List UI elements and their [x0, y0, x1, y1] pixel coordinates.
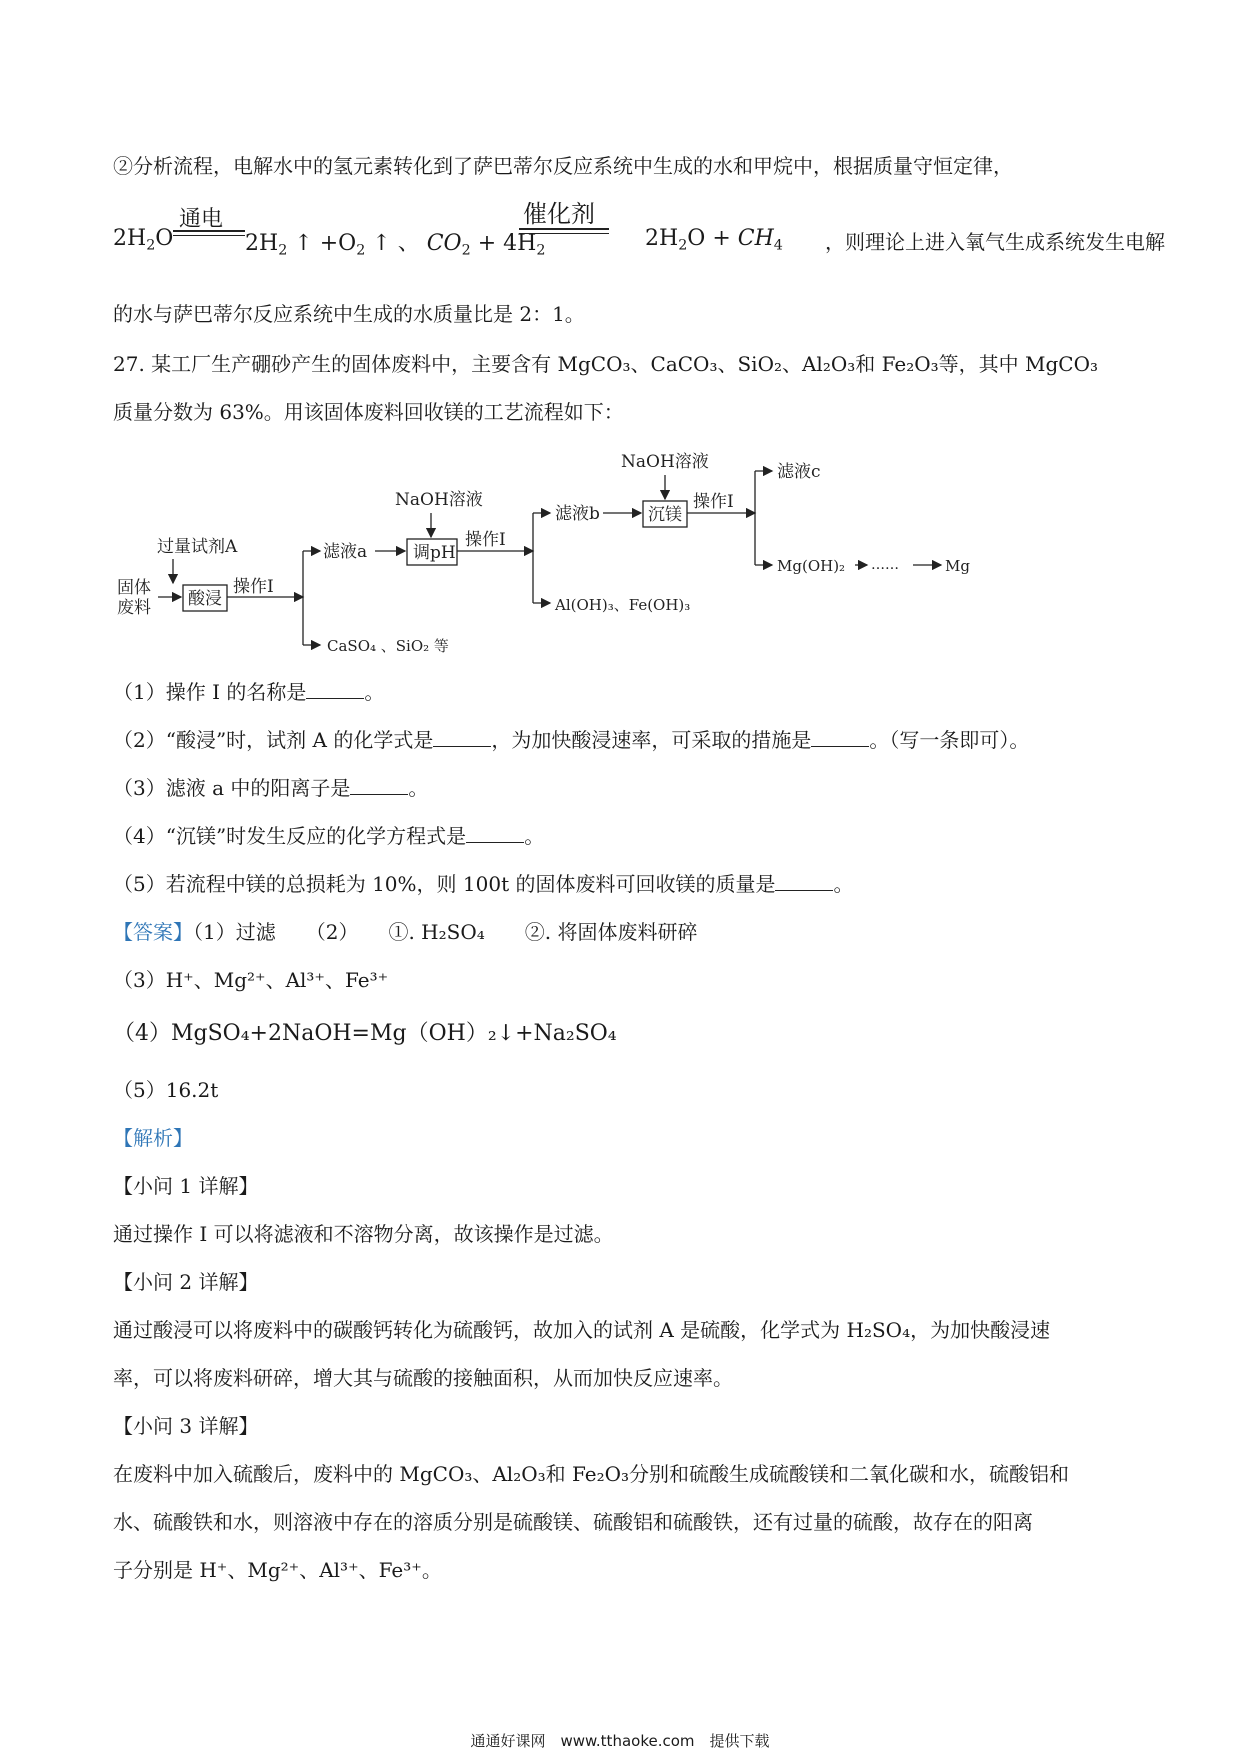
eq-products-1: $2H_2$ ↑ $+O_2$ ↑ 、 $CO_2 + 4H_2$ — [245, 231, 546, 259]
answer-3: （3）H⁺、Mg²⁺、Al³⁺、Fe³⁺ — [113, 968, 389, 992]
eq-over-catalyst: 催化剂 — [523, 200, 595, 228]
label-naoh-2: NaOH溶液 — [621, 452, 709, 472]
subq-5-text: （5）若流程中镁的总损耗为 10%，则 100t 的固体废料可回收镁的质量是 — [113, 872, 776, 896]
analysis-heading-2: 【小问 2 详解】 — [113, 1270, 259, 1294]
intro-line-1: ②分析流程，电解水中的氢元素转化到了萨巴蒂尔反应系统中生成的水和甲烷中，根据质量守恒定律， — [113, 154, 1013, 178]
label-caso4-sio2: CaSO₄ 、SiO₂ 等 — [327, 637, 449, 655]
eq-bar — [519, 233, 609, 234]
answer-5: （5）16.2t — [113, 1078, 219, 1102]
analysis-para-3b: 水、硫酸铁和水，则溶液中存在的溶质分别是硫酸镁、硫酸铝和硫酸铁，还有过量的硫酸，故存在的阳离 — [113, 1510, 1033, 1534]
answer-1-2: （1）过滤 （2） ①. H₂SO₄ ②. 将固体废料研碎 — [193, 920, 698, 944]
label-al-fe-hydroxide: Al(OH)₃、Fe(OH)₃ — [555, 596, 691, 614]
label-mg: Mg — [945, 557, 970, 575]
subq-5 — [113, 870, 853, 898]
answer-blank[interactable] — [466, 826, 524, 843]
label-precip-mg: 沉镁 — [648, 505, 682, 525]
analysis-para-3c: 子分别是 H⁺、Mg²⁺、Al³⁺、Fe³⁺。 — [113, 1558, 442, 1582]
subq-3-text: （3）滤液 a 中的阳离子是 — [113, 776, 351, 800]
subq-4 — [113, 822, 544, 850]
question-number: 27. — [113, 352, 145, 376]
analysis-para-2b: 率，可以将废料研碎，增大其与硫酸的接触面积，从而加快反应速率。 — [113, 1366, 733, 1390]
eq-electrolysis: $2H_2O$ — [113, 226, 174, 254]
eq-bar — [173, 230, 245, 232]
period: 。 — [524, 824, 545, 848]
question-stem-1 — [113, 350, 1098, 378]
label-filtrate-a: 滤液a — [323, 542, 368, 562]
intro-line-3: 的水与萨巴蒂尔反应系统中生成的水质量比是 2：1。 — [113, 302, 585, 326]
eq-products-2: $2H_2O + CH_4$ — [645, 226, 783, 254]
label-operation-1: 操作I — [233, 577, 274, 597]
answer-blank[interactable] — [811, 730, 869, 747]
label-dots: …… — [871, 557, 899, 573]
label-operation-2: 操作I — [465, 530, 506, 550]
answer-blank[interactable] — [350, 778, 408, 795]
label-solid-waste-2: 废料 — [117, 598, 151, 618]
subq-4-text: （4）“沉镁”时发生反应的化学方程式是 — [113, 824, 467, 848]
eq-tail: ，则理论上进入氧气生成系统发生电解 — [825, 230, 1165, 254]
question-stem-text: 某工厂生产硼砂产生的固体废料中，主要含有 MgCO₃、CaCO₃、SiO₂、Al₂O₃和 Fe₂O₃等，其中 MgCO₃ — [151, 352, 1099, 376]
equation-line — [113, 200, 1165, 259]
period: 。 — [408, 776, 429, 800]
answer-blank[interactable] — [433, 730, 491, 747]
label-solid-waste-1: 固体 — [117, 578, 151, 598]
analysis-para-3a: 在废料中加入硫酸后，废料中的 MgCO₃、Al₂O₃和 Fe₂O₃分别和硫酸生成硫酸镁和二氧化碳和水，硫酸铝和 — [113, 1462, 1070, 1486]
label-acid-leach: 酸浸 — [188, 589, 222, 609]
subq-1 — [113, 678, 384, 706]
label-mg-hydroxide: Mg(OH)₂ — [777, 557, 846, 575]
process-flow-diagram — [113, 445, 993, 660]
label-operation-3: 操作I — [693, 492, 734, 512]
answer-4: （4）MgSO₄+2NaOH=Mg（OH）₂↓+Na₂SO₄ — [113, 1021, 617, 1046]
eq-over-electric: 通电 — [179, 207, 224, 232]
analysis-heading-3: 【小问 3 详解】 — [113, 1414, 259, 1438]
answer-tag: 【答案】 — [113, 920, 193, 944]
analysis-para-2a: 通过酸浸可以将废料中的碳酸钙转化为硫酸钙，故加入的试剂 A 是硫酸，化学式为 H₂SO₄，为加快酸浸速 — [113, 1318, 1051, 1342]
period: 。 — [364, 680, 385, 704]
label-naoh-1: NaOH溶液 — [395, 490, 483, 510]
answer-blank[interactable] — [306, 682, 364, 699]
label-adjust-ph: 调pH — [413, 543, 456, 563]
subq-2-text-c: 。（写一条即可）。 — [869, 728, 1030, 752]
analysis-tag: 【解析】 — [113, 1126, 193, 1150]
eq-bar — [173, 235, 245, 236]
subq-3 — [113, 774, 428, 802]
page-footer: 通通好课网 www.tthaoke.com 提供下载 — [470, 1732, 770, 1750]
subq-1-text: （1）操作 I 的名称是 — [113, 680, 307, 704]
label-filtrate-c: 滤液c — [777, 462, 821, 482]
eq-bar — [519, 228, 609, 230]
analysis-para-1: 通过操作 I 可以将滤液和不溶物分离，故该操作是过滤。 — [113, 1222, 614, 1246]
answer-line-1 — [113, 918, 697, 946]
subq-2-text: （2）“酸浸”时，试剂 A 的化学式是 — [113, 728, 434, 752]
label-filtrate-b: 滤液b — [555, 504, 600, 524]
subq-2 — [113, 726, 1029, 754]
subq-2-text-b: ，为加快酸浸速率，可采取的措施是 — [491, 728, 812, 752]
period: 。 — [833, 872, 854, 896]
label-excess-reagent: 过量试剂A — [157, 537, 238, 557]
analysis-heading-1: 【小问 1 详解】 — [113, 1174, 259, 1198]
answer-blank[interactable] — [775, 874, 833, 891]
question-stem-2: 质量分数为 63%。用该固体废料回收镁的工艺流程如下： — [113, 400, 624, 424]
